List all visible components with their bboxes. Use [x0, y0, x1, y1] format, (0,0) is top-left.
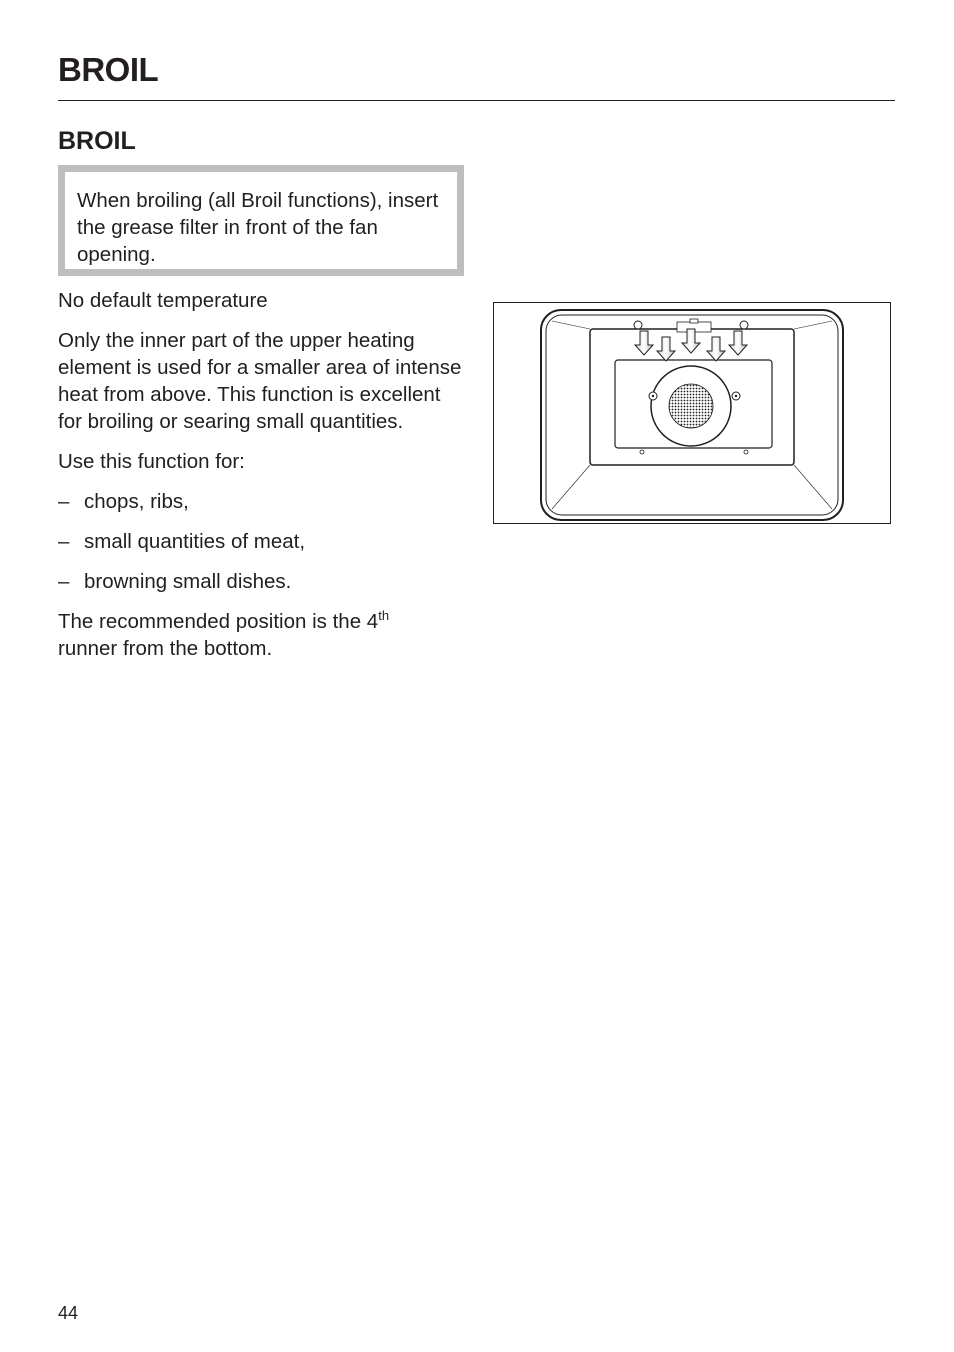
list-item	[58, 568, 468, 595]
list-dash: –	[58, 490, 70, 513]
default-temperature-text: No default temperature	[58, 289, 268, 312]
list-dash: –	[58, 570, 70, 593]
list-item	[58, 528, 468, 555]
page-number: 44	[58, 1303, 79, 1323]
recommendation-suffix: runner from the bottom.	[58, 637, 273, 660]
list-item-text: small quantities of meat,	[84, 530, 306, 553]
recommended-position-text	[58, 608, 468, 662]
page-title: BROIL	[58, 51, 159, 88]
function-description: Only the inner part of the upper heating element is used for a smaller area of intense heat from above. This function is excellent for broiling or searing small quantities.	[58, 329, 462, 433]
recommendation-prefix: The recommended position is the 4	[58, 610, 379, 633]
main-text-column	[58, 287, 468, 675]
oven-diagram-figure	[493, 302, 891, 524]
list-dash: –	[58, 530, 70, 553]
note-text: When broiling (all Broil functions), insert the grease filter in front of the fan opening.	[77, 189, 439, 266]
use-intro-text: Use this function for:	[58, 450, 245, 473]
title-divider	[58, 100, 895, 101]
list-item-text: chops, ribs,	[84, 490, 189, 513]
uses-list	[58, 488, 468, 595]
note-box	[58, 165, 464, 276]
list-item-text: browning small dishes.	[84, 570, 292, 593]
ordinal-superscript: th	[378, 608, 390, 623]
section-title: BROIL	[58, 127, 136, 155]
list-item	[58, 488, 468, 515]
oven-interior-icon	[494, 303, 889, 522]
